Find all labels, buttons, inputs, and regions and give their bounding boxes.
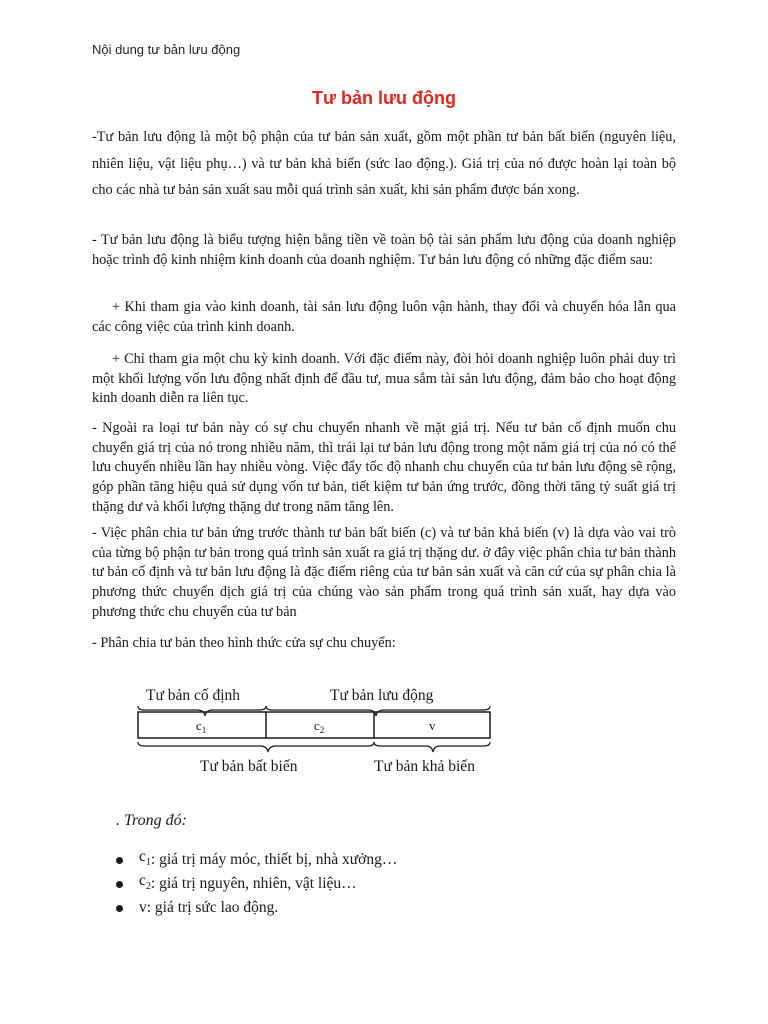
legend-symbol: $c_1$ bbox=[139, 847, 151, 869]
paragraph-division-by-turnover: - Phân chia tư bản theo hình thức cửa sự chu chuyển: bbox=[92, 635, 396, 651]
legend-text: : giá trị máy móc, thiết bị, nhà xưởng… bbox=[150, 851, 398, 868]
cell-c1: $c_1$ bbox=[196, 718, 207, 735]
paragraph-characteristic-2: + Chỉ tham gia một chu kỳ kinh doanh. Với đặc điểm này, đòi hỏi doanh nghiệp luôn phải duy trì một khối lượng vốn lưu động nhất định để đầu tư, mua sắm tài sản lưu động, đảm bảo cho hoạt động kinh doanh diễn ra liên tục. bbox=[92, 351, 676, 407]
legend-symbol: $c_2$ bbox=[139, 871, 151, 893]
list-item bbox=[116, 872, 397, 896]
diagram-label-variable-capital: Tư bản khả biến bbox=[374, 758, 475, 775]
capital-division-diagram bbox=[120, 678, 510, 790]
brace-variable-capital bbox=[374, 742, 490, 752]
paragraph-capital-division: - Việc phân chia tư bản ứng trước thành tư bản bất biến (c) và tư bản khả biến (v) là dựa vào vai trò của từng bộ phận tư bản trong quá trình sản xuất ra giá trị thặng dư. ở đây việc phân chia tư bản thành tư bản cố định và tư bản lưu động là đặc điểm riêng của tư bản sản xuất và căn cứ của sự phân chia là phương thức chuyển dịch giá trị của chúng vào sản phẩm trong quá trình sản xuất, hay dựa vào phương thức chu chuyển của tư bản bbox=[92, 525, 676, 620]
cell-c2: $c_2$ bbox=[314, 718, 325, 735]
list-item bbox=[116, 896, 397, 920]
cell-v: v bbox=[429, 718, 436, 733]
list-item bbox=[116, 848, 397, 872]
legend-text: : giá trị sức lao động. bbox=[146, 899, 279, 916]
paragraph-characteristic-1: + Khi tham gia vào kinh doanh, tài sản lưu động luôn vận hành, thay đổi và chuyển hóa lẫn qua các công việc của trình kinh doanh. bbox=[92, 299, 676, 335]
brace-circulating-capital bbox=[266, 706, 490, 716]
bullet-icon bbox=[116, 857, 123, 864]
bullet-icon bbox=[116, 905, 123, 912]
page-header: Nội dung tư bản lưu động bbox=[92, 42, 241, 57]
bullet-icon bbox=[116, 881, 123, 888]
brace-fixed-capital bbox=[138, 706, 266, 716]
paragraph-definition: -Tư bản lưu động là một bộ phận của tư bản sản xuất, gồm một phần tư bản bất biến (nguyên liệu, nhiên liệu, vật liệu phụ…) và tư bản khả biến (sức lao động.). Giá trị của nó được hoàn lại toàn bộ cho các nhà tư bản sản xuất sau mỗi quá trình sản xuất, khi sản phẩm được bán xong. bbox=[92, 129, 676, 199]
legend-text: : giá trị nguyên, nhiên, vật liệu… bbox=[150, 875, 357, 892]
legend-heading: . Trong đó: bbox=[116, 812, 187, 829]
document-title: Tư bản lưu động bbox=[311, 88, 457, 108]
paragraph-characteristics-intro: - Tư bản lưu động là biểu tượng hiện bằng tiền về toàn bộ tài sản phẩm lưu động của doanh nghiệp hoặc trình độ kinh nhiệm kinh doanh của doanh nghiệm. Tư bản lưu động có những đặc điểm sau: bbox=[92, 232, 676, 268]
diagram-label-circulating-capital: Tư bản lưu động bbox=[330, 687, 434, 704]
diagram-label-fixed-capital: Tư bản cố định bbox=[146, 687, 241, 704]
brace-constant-capital bbox=[138, 742, 374, 752]
paragraph-turnover: - Ngoài ra loại tư bản này có sự chu chuyển nhanh về mặt giá trị. Nếu tư bản cố định muốn chu chuyển giá trị của nó trong nhiều năm, thì trái lại tư bản lưu động trong một năm giá trị của nó có thể lưu chuyển nhiều lần hay nhiều vòng. Việc đẩy tốc độ nhanh chu chuyển của tư bản lưu động sẽ rộng, góp phần tăng hiệu quả sử dụng vốn tư bản, tiết kiệm tư bản ứng trước, đồng thời tăng tỷ suất giá trị thặng dư và khối lượng thặng dư trong năm tăng lên. bbox=[92, 420, 676, 515]
legend-symbol: v bbox=[139, 899, 147, 916]
legend-list bbox=[116, 848, 397, 920]
diagram-label-constant-capital: Tư bản bất biến bbox=[200, 758, 298, 775]
